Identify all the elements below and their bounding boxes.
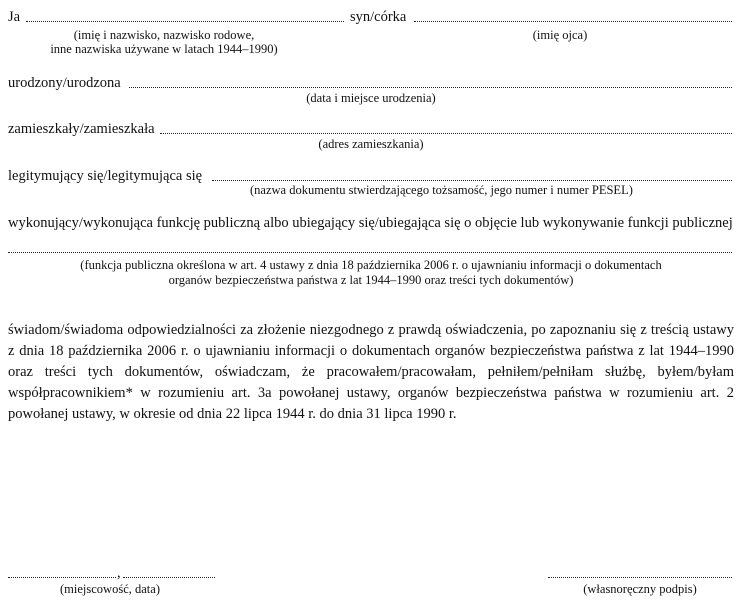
name-label: Ja: [8, 9, 21, 25]
place-date-separator: ,: [117, 565, 121, 581]
father-name-field-line[interactable]: [414, 21, 732, 22]
public-function-caption-line2: organów bezpieczeństwa państwa z lat 1944–1990 oraz treści tych dokumentów): [168, 273, 574, 287]
id-document-label: legitymujący się/legitymująca się: [8, 168, 203, 184]
signature-field-line[interactable]: [548, 577, 732, 578]
address-caption: (adres zamieszkania): [318, 137, 424, 151]
place-date-caption: (miejscowość, data): [60, 582, 160, 596]
declaration-paragraph: świadom/świadoma odpowiedzialności za złożenie niezgodnego z prawdą oświadczenia, po zapoznaniu się z treścią ustawy z dnia 18 października 2006 r. o ujawnianiu informacji o dokumentach organów bezpieczeństwa państwa z lat 1944–1990 oraz treści tych dokumentów, oświadczam, że pracowałem/pracowałam, pełniłem/pełniłam służbę, byłem/byłam współpracownikiem* w rozumieniu art. 3a powołanej ustawy, organów bezpieczeństwa państwa w rozumieniu art. 2 powołanej ustawy, w okresie od dnia 22 lipca 1944 r. do dnia 31 lipca 1990 r.: [8, 322, 734, 422]
birth-label: urodzony/urodzona: [8, 75, 121, 91]
birth-field-line[interactable]: [129, 87, 732, 88]
address-label: zamieszkały/zamieszkała: [8, 121, 155, 137]
public-function-field-line[interactable]: [8, 252, 732, 253]
public-function-caption-line1: (funkcja publiczna określona w art. 4 ustawy z dnia 18 października 2006 r. o ujawnianiu informacji o dokumentach: [80, 258, 662, 272]
public-function-text: wykonujący/wykonująca funkcję publiczną albo ubiegający się/ubiegająca się o objęcie lub wykonywanie funkcji publicznej: [8, 215, 733, 231]
name-caption-line2: inne nazwiska używane w latach 1944–1990): [50, 42, 278, 56]
son-daughter-label: syn/córka: [350, 9, 407, 25]
name-caption-line1: (imię i nazwisko, nazwisko rodowe,: [73, 28, 255, 42]
father-name-caption: (imię ojca): [532, 28, 588, 42]
name-field-line[interactable]: [26, 21, 344, 22]
signature-caption: (własnoręczny podpis): [583, 582, 697, 596]
id-document-field-line[interactable]: [212, 180, 732, 181]
address-field-line[interactable]: [160, 133, 732, 134]
birth-caption: (data i miejsce urodzenia): [306, 91, 436, 105]
id-document-caption: (nazwa dokumentu stwierdzającego tożsamość, jego numer i numer PESEL): [250, 183, 633, 197]
place-field-line[interactable]: [8, 577, 116, 578]
date-field-line[interactable]: [123, 577, 215, 578]
